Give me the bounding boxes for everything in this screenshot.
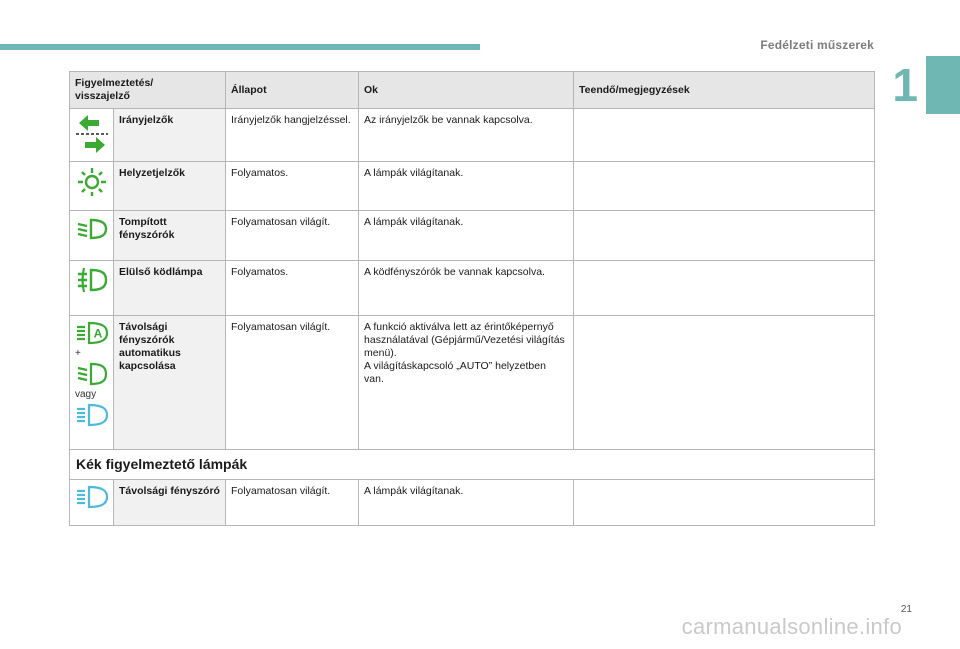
row-state: Folyamatosan világít. — [226, 480, 359, 526]
row-cause: A lámpák világítanak. — [359, 211, 574, 261]
row-cause: A lámpák világítanak. — [359, 480, 574, 526]
blue-lamps-section-row — [70, 450, 875, 480]
main-beam-icon — [75, 403, 109, 427]
main-beam-icon — [70, 480, 114, 526]
column-header-cause: Ok — [359, 72, 574, 109]
watermark: carmanualsonline.info — [681, 614, 902, 639]
row-name: Irányjelzők — [114, 109, 226, 162]
row-action — [574, 162, 875, 211]
svg-text:A: A — [93, 326, 103, 341]
row-cause: Az irányjelzők be vannak kapcsolva. — [359, 109, 574, 162]
dipped-beam-icon — [70, 211, 114, 261]
row-action — [574, 261, 875, 316]
row-name: Helyzetjelzők — [114, 162, 226, 211]
table-row — [70, 316, 875, 450]
column-header-state: Állapot — [226, 72, 359, 109]
table-row — [70, 480, 875, 526]
auto-main-beam-icon — [70, 316, 114, 450]
front-fog-lamp-icon — [70, 261, 114, 316]
table-row — [70, 162, 875, 211]
header-accent-bar — [0, 44, 480, 50]
blue-lamps-section-title: Kék figyelmeztető lámpák — [70, 450, 875, 480]
row-name: Tompított fényszórók — [114, 211, 226, 261]
icon-separator-or: vagy — [75, 389, 97, 400]
chapter-number: 1 — [892, 59, 918, 111]
row-cause: A lámpák világítanak. — [359, 162, 574, 211]
chapter-tab — [926, 56, 960, 114]
row-name: Elülső ködlámpa — [114, 261, 226, 316]
auto-main-beam-icon — [75, 321, 109, 345]
table-row — [70, 261, 875, 316]
table-row — [70, 211, 875, 261]
row-state: Folyamatosan világít. — [226, 316, 359, 450]
page-number: 21 — [900, 604, 912, 615]
dipped-beam-icon — [75, 362, 109, 386]
table-row — [70, 109, 875, 162]
turn-signal-arrows-icon — [70, 109, 114, 162]
row-action — [574, 109, 875, 162]
section-title: Fedélzeti műszerek — [760, 38, 874, 52]
row-cause: A ködfényszórók be vannak kapcsolva. — [359, 261, 574, 316]
icon-separator-plus: + — [75, 348, 81, 359]
warning-lamp-table — [69, 71, 875, 526]
column-header-indicator: Figyelmeztetés/ visszajelző — [70, 72, 226, 109]
column-header-action: Teendő/megjegyzések — [574, 72, 875, 109]
row-action — [574, 316, 875, 450]
table-header-row — [70, 72, 875, 109]
row-state: Irányjelzők hangjelzéssel. — [226, 109, 359, 162]
row-name: Távolsági fényszóró — [114, 480, 226, 526]
row-cause: A funkció aktiválva lett az érintőképernyő használatával (Gépjármű/Vezetési világítás menü). A világításkapcsoló „AUTO” helyzetben van. — [359, 316, 574, 450]
row-action — [574, 480, 875, 526]
row-state: Folyamatosan világít. — [226, 211, 359, 261]
row-state: Folyamatos. — [226, 261, 359, 316]
row-name: Távolsági fényszórók automatikus kapcsolása — [114, 316, 226, 450]
sidelamp-icon — [70, 162, 114, 211]
row-action — [574, 211, 875, 261]
row-state: Folyamatos. — [226, 162, 359, 211]
